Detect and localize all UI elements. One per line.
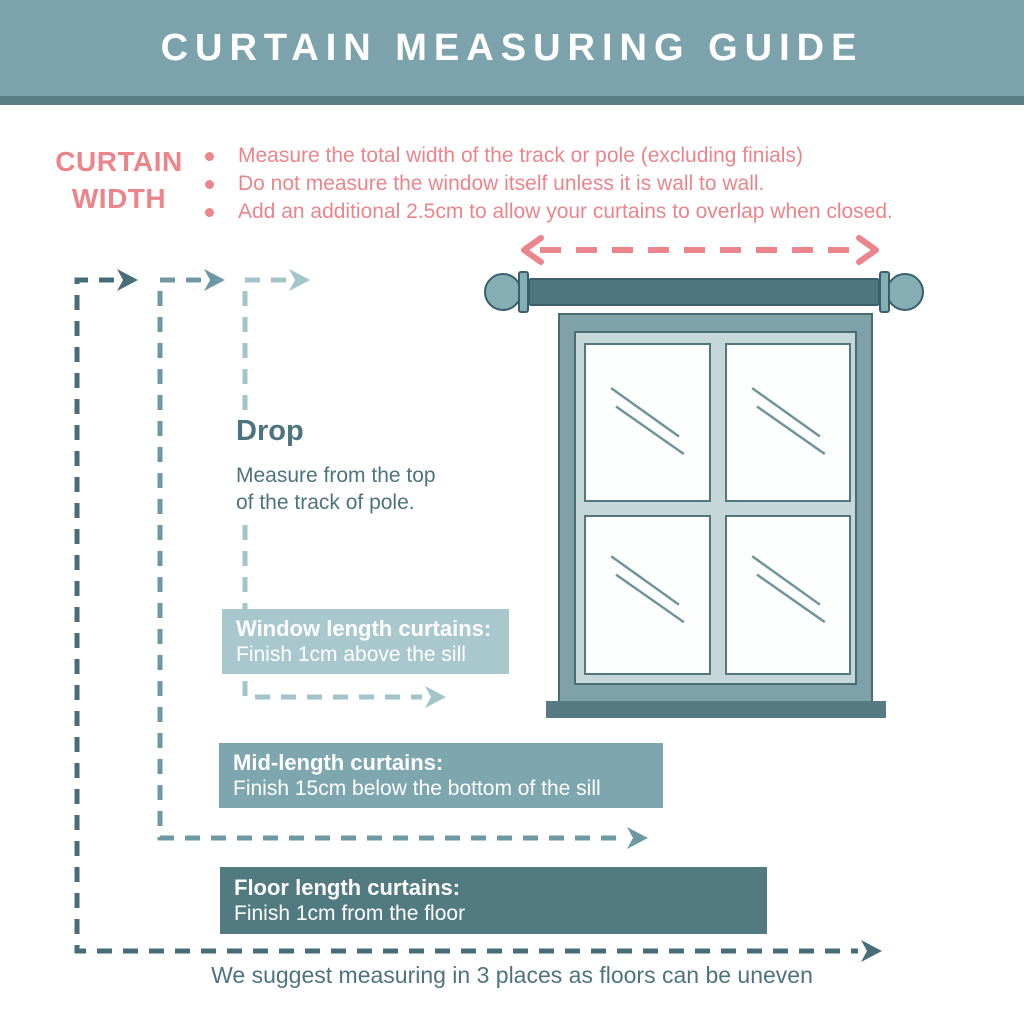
pole-finial-left-icon xyxy=(484,273,522,311)
bullet-text: Add an additional 2.5cm to allow your curtains to overlap when closed. xyxy=(238,200,893,223)
window-length-subtitle: Finish 1cm above the sill xyxy=(236,643,466,667)
floor-length-subtitle: Finish 1cm from the floor xyxy=(234,902,466,926)
pole-cap-right xyxy=(879,271,890,313)
window-pane-bottom-left xyxy=(584,515,711,675)
curtain-width-label-line1: CURTAIN xyxy=(55,146,183,177)
drop-description-line2: of the track of pole. xyxy=(236,491,415,515)
width-measure-arrow-icon xyxy=(524,238,876,262)
pole-finial-right-icon xyxy=(886,273,924,311)
curtain-pole-rod xyxy=(528,278,880,306)
window-pane-bottom-right xyxy=(725,515,851,675)
glass-reflection-icon xyxy=(586,517,709,673)
window-pane-top-left xyxy=(584,343,711,502)
bullet-text: Measure the total width of the track or pole (excluding finials) xyxy=(238,144,803,167)
mid-length-title: Mid-length curtains: xyxy=(233,749,444,775)
mid-length-subtitle: Finish 15cm below the bottom of the sill xyxy=(233,777,601,801)
window-illustration xyxy=(558,313,873,703)
pole-cap-left xyxy=(518,271,529,313)
window-pane-top-right xyxy=(725,343,851,502)
page-title: CURTAIN MEASURING GUIDE xyxy=(160,26,864,69)
drop-description-line1: Measure from the top xyxy=(236,464,436,487)
bullet-text: Do not measure the window itself unless it is wall to wall. xyxy=(238,172,765,195)
drop-heading: Drop xyxy=(236,415,304,447)
window-length-box xyxy=(222,609,509,674)
glass-reflection-icon xyxy=(727,517,849,673)
floor-length-title: Floor length curtains: xyxy=(234,874,461,900)
curtain-width-label-line2: WIDTH xyxy=(71,182,167,214)
glass-reflection-icon xyxy=(727,345,849,500)
footer-note: We suggest measuring in 3 places as floors can be uneven xyxy=(211,962,813,988)
mid-length-box xyxy=(219,743,663,808)
glass-reflection-icon xyxy=(586,345,709,500)
drop-section xyxy=(226,411,481,523)
window-sill xyxy=(546,701,886,718)
drop-description xyxy=(236,462,471,517)
window-length-title: Window length curtains: xyxy=(236,615,492,641)
window-inner-frame xyxy=(574,331,857,685)
floor-length-box xyxy=(220,867,767,934)
